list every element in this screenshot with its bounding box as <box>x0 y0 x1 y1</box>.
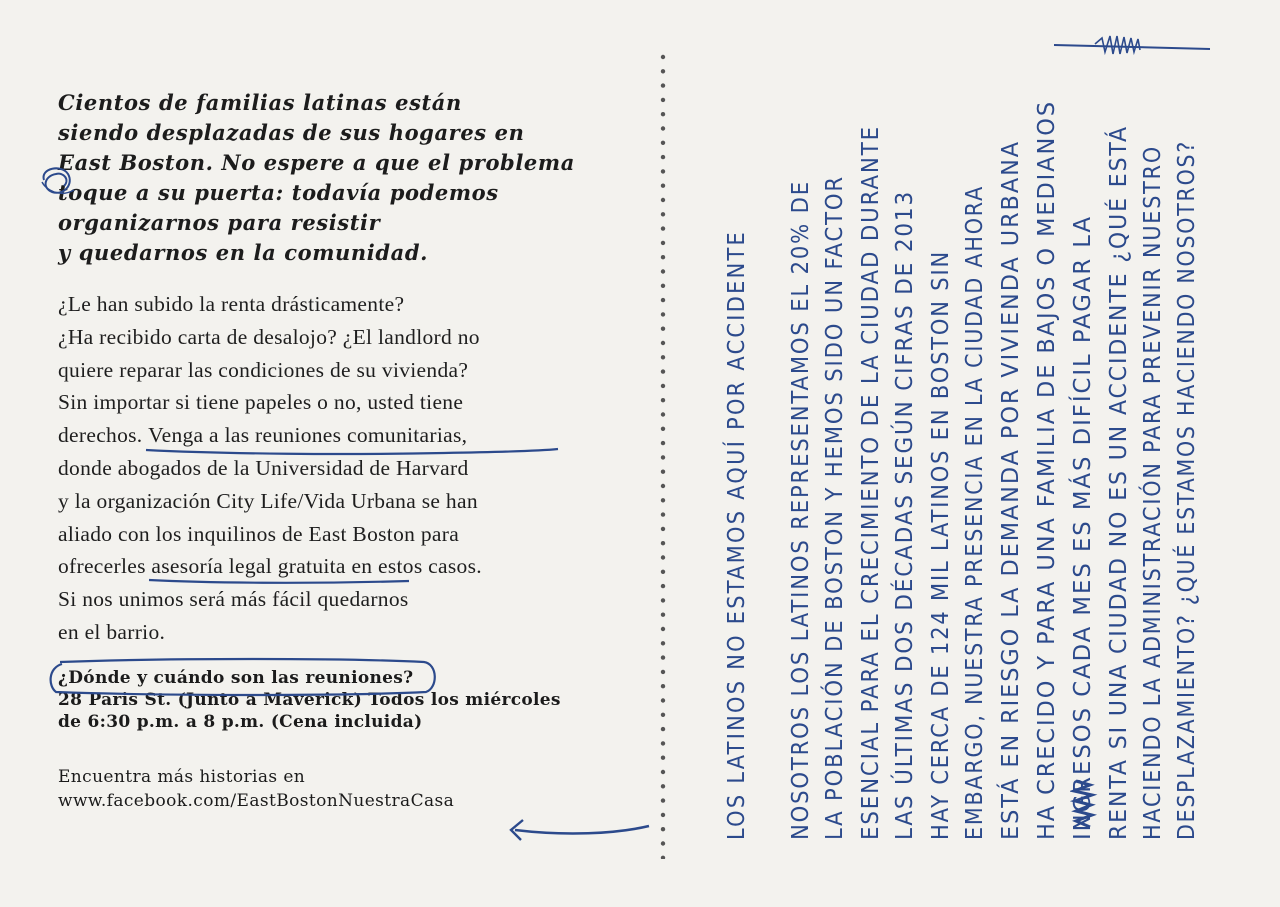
divider-dot <box>661 412 665 416</box>
divider-dot <box>661 827 665 831</box>
divider-dot <box>661 584 665 588</box>
body-line: ¿Ha recibido carta de desalojo? ¿El landlord no <box>58 324 480 349</box>
handwritten-section <box>690 40 1250 880</box>
divider-dot <box>661 641 665 645</box>
handwritten-line: LA POBLACIÓN DE BOSTON Y HEMOS SIDO UN FACTOR <box>822 117 848 840</box>
divider-dot <box>661 141 665 145</box>
divider-dot <box>661 613 665 617</box>
divider-dot <box>661 226 665 230</box>
meetings-highlight <box>148 419 467 452</box>
handwritten-line: HACIENDO LA ADMINISTRACIÓN PARA PREVENIR NUESTRO <box>1140 69 1166 840</box>
divider-dot <box>661 813 665 817</box>
divider-dot <box>661 713 665 717</box>
divider-dot <box>661 798 665 802</box>
divider-dot <box>661 169 665 173</box>
divider-dot <box>661 427 665 431</box>
body-line: quiere reparar las condiciones de su vivienda? <box>58 357 469 382</box>
divider-dot <box>661 255 665 259</box>
body-line: Sin importar si tiene papeles o no, usted tiene <box>58 390 464 415</box>
divider-dot <box>661 384 665 388</box>
intro-paragraph <box>58 88 618 268</box>
divider-dot <box>661 541 665 545</box>
divider-dot <box>661 284 665 288</box>
handwritten-line: ESTÁ EN RIESGO LA DEMANDA POR VIVIENDA URBANA <box>998 119 1024 840</box>
divider-dot <box>661 770 665 774</box>
divider-dot <box>661 369 665 373</box>
meeting-address: 28 Paris St. (Junto a Maverick) Todos los miércoles <box>58 690 561 710</box>
divider-dot <box>661 527 665 531</box>
body-line: y la organización City Life/Vida Urbana se han <box>58 488 478 513</box>
legal-advice-highlight <box>151 550 345 583</box>
body-line <box>58 419 618 452</box>
body-line: donde abogados de la Universidad de Harvard <box>58 455 469 480</box>
body-line: ¿Le han subido la renta drásticamente? <box>58 292 405 316</box>
handwritten-line: NOSOTROS LOS LATINOS REPRESENTAMOS EL 20% DE <box>788 122 814 840</box>
divider-dot <box>661 555 665 559</box>
divider-dot <box>661 155 665 159</box>
intro-line: Cientos de familias latinas están <box>58 90 462 115</box>
divider-dot <box>661 312 665 316</box>
handwritten-line: HA CRECIDO Y PARA UNA FAMILIA DE BAJOS O MEDIANOS <box>1034 80 1060 840</box>
divider-dot <box>661 856 665 859</box>
divider-dot <box>661 341 665 345</box>
more-stories <box>58 765 638 813</box>
divider-dot <box>661 670 665 674</box>
meetings-highlight-text: Venga a las reuniones comunitarias, <box>148 423 468 448</box>
divider-dot <box>661 184 665 188</box>
handwritten-line: EMBARGO, NUESTRA PRESENCIA EN LA CIUDAD AHORA <box>962 110 988 840</box>
handwritten-line: INGRESOS CADA MES ES MÁS DIFÍCIL PAGAR LA <box>1070 207 1096 840</box>
divider-dot <box>661 698 665 702</box>
body-line: Si nos unimos será más fácil quedarnos <box>58 587 409 612</box>
handwritten-line: DESPLAZAMIENTO? ¿QUÉ ESTAMOS HACIENDO NOSOTROS? <box>1174 55 1200 840</box>
stories-label: Encuentra más historias en <box>58 767 306 787</box>
meeting-question: ¿Dónde y cuándo son las reuniones? <box>58 668 414 688</box>
divider-dot <box>661 441 665 445</box>
underline-scribble-icon <box>147 575 417 589</box>
divider-dot <box>661 298 665 302</box>
body-paragraph <box>58 288 618 649</box>
divider-dot <box>661 756 665 760</box>
handwritten-title: LOS LATINOS NO ESTAMOS AQUÍ POR ACCIDENTE <box>724 168 750 840</box>
divider-dot <box>661 212 665 216</box>
underline-scribble-icon <box>144 444 564 458</box>
intro-line: siendo desplazadas de sus hogares en <box>58 120 525 145</box>
meeting-time: de 6:30 p.m. a 8 p.m. (Cena incluida) <box>58 712 423 732</box>
divider-dot <box>661 841 665 845</box>
body-text-fragment: ofrecerles <box>58 554 152 579</box>
divider-dot <box>661 512 665 516</box>
divider-dot <box>661 112 665 116</box>
arrow-left-icon <box>505 816 655 846</box>
divider-dot <box>661 55 665 59</box>
circled-question-scribble-icon <box>46 656 446 698</box>
divider-dot <box>661 570 665 574</box>
intro-line: y quedarnos en la comunidad. <box>58 240 429 265</box>
intro-line: toque a su puerta: todavía podemos <box>58 180 499 205</box>
divider-dot <box>661 727 665 731</box>
facebook-url[interactable]: www.facebook.com/EastBostonNuestraCasa <box>58 791 455 811</box>
divider-dot <box>661 98 665 102</box>
divider-dot <box>661 470 665 474</box>
divider-dot <box>661 69 665 73</box>
handwritten-line: HAY CERCA DE 124 MIL LATINOS EN BOSTON SIN <box>928 193 954 840</box>
handwritten-line: ESENCIAL PARA EL CRECIMIENTO DE LA CIUDAD DURANTE <box>858 69 884 840</box>
divider-dot <box>661 355 665 359</box>
legal-advice-highlight-text: asesoría legal gratuita <box>151 554 346 579</box>
divider-dot <box>661 498 665 502</box>
divider-dot <box>661 241 665 245</box>
scribble-circle-icon <box>34 160 84 204</box>
divider-dot <box>661 198 665 202</box>
handwritten-line: LAS ÚLTIMAS DOS DÉCADAS SEGÚN CIFRAS DE 2013 <box>892 144 918 840</box>
divider-dot <box>661 598 665 602</box>
body-text-fragment: derechos. <box>58 423 149 448</box>
body-text-fragment: en estos casos. <box>345 554 482 579</box>
divider-dot <box>661 741 665 745</box>
divider-dot <box>661 784 665 788</box>
body-line: aliado con los inquilinos de East Boston para <box>58 521 460 546</box>
divider-dot <box>661 655 665 659</box>
body-line: en el barrio. <box>58 619 166 644</box>
divider-dot <box>661 684 665 688</box>
divider-dot <box>661 484 665 488</box>
divider-dot <box>661 627 665 631</box>
divider-dot <box>661 327 665 331</box>
handwritten-line: RENTA SI UNA CIUDAD NO ES UN ACCIDENTE ¿QUÉ ESTÁ <box>1106 91 1132 840</box>
divider-dot <box>661 269 665 273</box>
body-line <box>58 550 618 583</box>
intro-line: organizarnos para resistir <box>58 210 381 235</box>
intro-line: East Boston. No espere a que el problema <box>58 150 575 175</box>
divider-dot <box>661 83 665 87</box>
divider-dot <box>661 455 665 459</box>
dotted-divider <box>660 54 666 859</box>
divider-dot <box>661 398 665 402</box>
divider-dot <box>661 126 665 130</box>
